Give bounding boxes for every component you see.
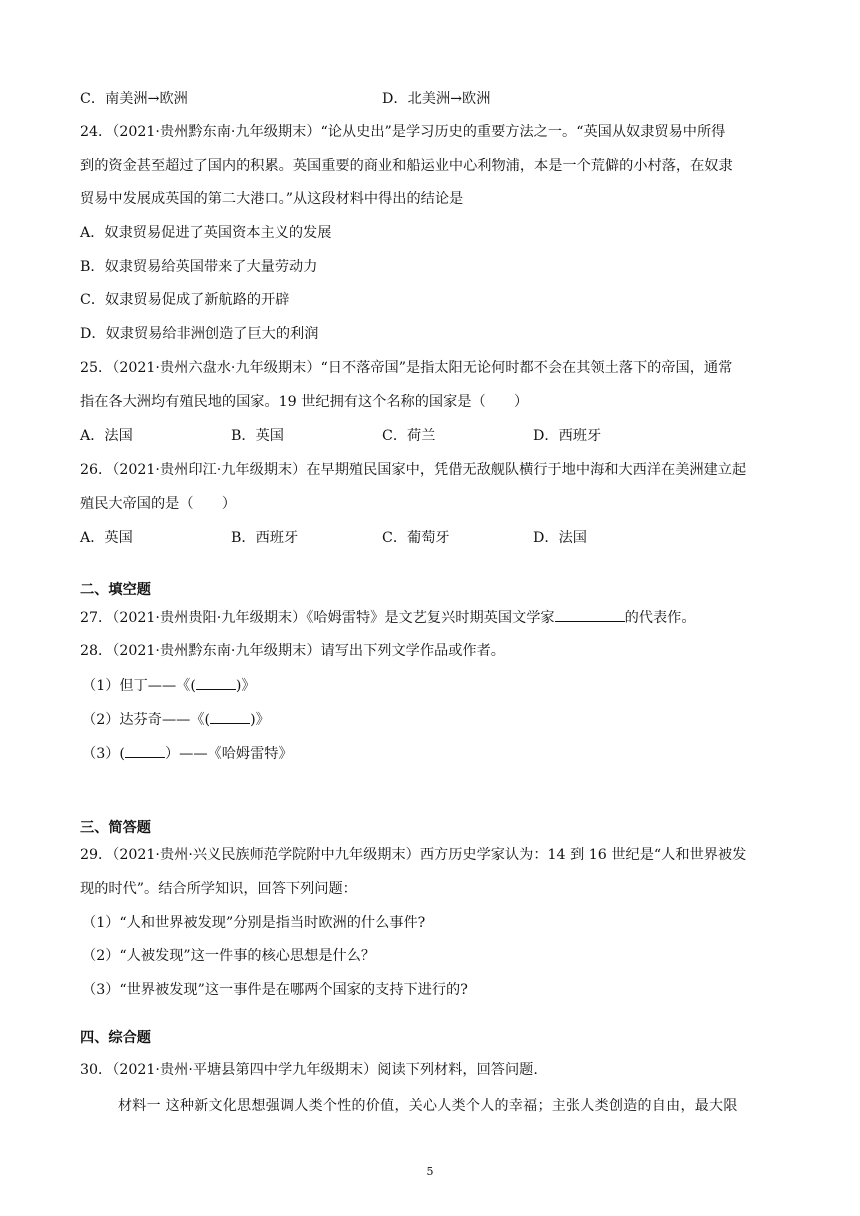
q29-stem-line1: 29．（2021·贵州·兴义民族师范学院附中九年级期末）西方历史学家认为：14 到 16 世纪是“人和世界被发	[80, 847, 747, 863]
q30-material-1: 材料一 这种新文化思想强调人类个性的价值，关心人类个人的幸福；主张人类创造的自由，最大限	[118, 1098, 738, 1114]
q27-stem	[80, 607, 696, 628]
section-heading-comprehensive: 四、综合题	[80, 1030, 151, 1046]
q25-options	[80, 426, 780, 446]
q26-option-a: A．英国	[80, 530, 133, 546]
q28-stem: 28．（2021·贵州黔东南·九年级期末）请写出下列文学作品或作者。	[80, 643, 505, 659]
document-page	[80, 0, 780, 1216]
q29-sub1: （1）“人和世界被发现”分别是指当时欧洲的什么事件?	[82, 915, 426, 931]
q28-sub1-blank[interactable]	[196, 675, 236, 690]
q23-option-d: D．北美洲→欧洲	[382, 91, 491, 107]
q24-option-b: B．奴隶贸易给英国带来了大量劳动力	[80, 259, 318, 275]
q25-option-c: C．荷兰	[382, 428, 436, 444]
q25-option-d: D．西班牙	[533, 428, 602, 444]
q24-option-a: A．奴隶贸易促进了英国资本主义的发展	[80, 225, 332, 241]
q25-option-a: A．法国	[80, 428, 133, 444]
q26-stem-line1: 26．（2021·贵州印江·九年级期末）在早期殖民国家中，凭借无敌舰队横行于地中海和大西洋在美洲建立起	[80, 462, 747, 478]
q28-sub2	[82, 709, 270, 730]
q28-sub2-suffix: )》	[250, 712, 270, 728]
q29-stem-line2: 现的时代”。结合所学知识，回答下列问题：	[80, 881, 357, 897]
q27-text-before: 27．（2021·贵州贵阳·九年级期末）《哈姆雷特》是文艺复兴时期英国文学家	[80, 610, 555, 626]
q28-sub3	[82, 743, 293, 764]
q25-stem-line2: 指在各大洲均有殖民地的国家。19 世纪拥有这个名称的国家是（ ）	[80, 394, 529, 410]
q28-sub1	[82, 675, 256, 696]
q23-option-c: C．南美洲→欧洲	[80, 91, 188, 107]
q24-stem-line1: 24．（2021·贵州黔东南·九年级期末）“论从史出”是学习历史的重要方法之一。“英国从奴隶贸易中所得	[80, 124, 726, 140]
q29-sub3: （3）“世界被发现”这一事件是在哪两个国家的支持下进行的?	[82, 982, 468, 998]
q26-stem-line2: 殖民大帝国的是（ ）	[80, 496, 237, 512]
q27-text-after: 的代表作。	[624, 610, 696, 626]
q28-sub3-prefix: （3）(	[82, 746, 125, 762]
q30-stem: 30．（2021·贵州·平塘县第四中学九年级期末）阅读下列材料，回答问题.	[80, 1062, 538, 1078]
page-number: 5	[426, 1165, 434, 1178]
section-heading-short-answer: 三、简答题	[80, 820, 151, 836]
q28-sub3-blank[interactable]	[125, 743, 165, 758]
q26-option-b: B．西班牙	[231, 530, 299, 546]
q24-option-c: C．奴隶贸易促成了新航路的开辟	[80, 292, 290, 308]
q28-sub2-blank[interactable]	[210, 709, 250, 724]
q29-sub2: （2）“人被发现”这一件事的核心思想是什么？	[82, 948, 376, 964]
q27-answer-blank[interactable]	[555, 607, 625, 622]
q26-option-c: C．葡萄牙	[382, 530, 450, 546]
q24-stem-line2: 到的资金甚至超过了国内的积累。英国重要的商业和船运业中心利物浦，本是一个荒僻的小村落，在奴隶	[80, 158, 733, 174]
q28-sub3-suffix: ）——《哈姆雷特》	[164, 746, 293, 762]
q24-option-d: D．奴隶贸易给非洲创造了巨大的利润	[80, 326, 319, 342]
q28-sub1-prefix: （1）但丁——《(	[82, 678, 196, 694]
q28-sub2-prefix: （2）达芬奇——《(	[82, 712, 211, 728]
q26-options	[80, 528, 780, 548]
q25-stem-line1: 25．（2021·贵州六盘水·九年级期末）“日不落帝国”是指太阳无论何时都不会在其领土落下的帝国，通常	[80, 360, 733, 376]
q26-option-d: D．法国	[533, 530, 587, 546]
q24-stem-line3: 贸易中发展成英国的第二大港口。”从这段材料中得出的结论是	[80, 191, 464, 207]
q28-sub1-suffix: )》	[235, 678, 256, 694]
q25-option-b: B．英国	[231, 428, 284, 444]
section-heading-fill-in: 二、填空题	[80, 582, 151, 598]
